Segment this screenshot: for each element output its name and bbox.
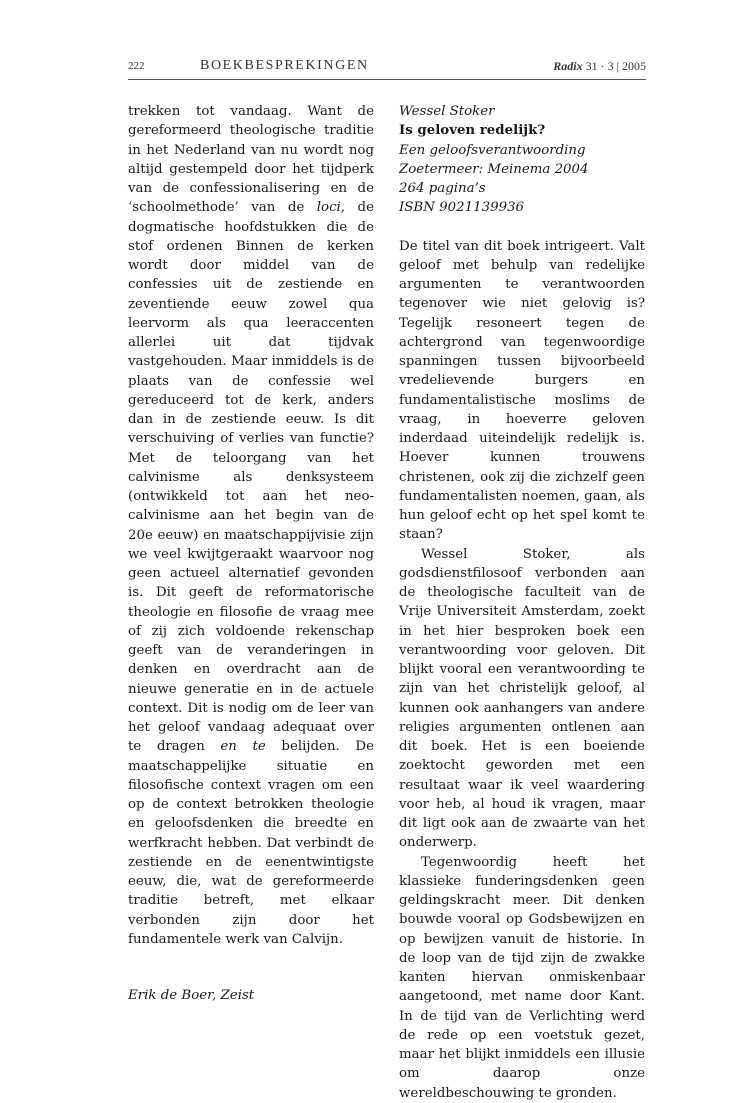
book-subtitle: Een geloofsverantwoording [399,142,586,158]
reviewer-signature: Erik de Boer, Zeist [128,988,255,1003]
book-publisher: Zoetermeer: Meinema 2004 [399,161,589,177]
review-paragraph-2: Wessel Stoker, als godsdienstfilosoof verbonden aan de theologische faculteit van de Vrije Universiteit Amsterdam, zoekt in het hier besproken boek een verantwoording voor geloven. Dit blijkt vooral een verantwoording te zijn van het christelijk geloof, al kunnen ook aanhangers van andere religies argumenten ontlenen aan dit boek. Het is een boeiende zoektocht geworden met een resultaat waar ik veel waardering voor heb, al houd ik vragen, maar dit ligt ook aan de zwaarte van het onderwerp. [399,546,645,851]
left-text-part-2: , de dogmatische hoofdstukken die de stof ordenen Binnen de kerken wordt door middel van de confessies uit de zestiende en zeventiende eeuw zowel qua leervorm als qua leeraccenten allerlei uit dat tijdvak vastgehouden. Maar inmiddels is de plaats van de confessie wel gereduceerd tot de kerk, anders dan in de zestiende eeuw. Is dit verschuiving of verlies van functie? Met de teloorgang van het calvinisme als denksysteem (ontwikkeld tot aan het neo-calvinisme aan het begin van de 20e eeuw) en maatschappijvisie zijn we veel kwijtgeraakt waarvoor nog geen actueel alternatief gevonden is. Dit geeft de reformatorische theologie en filosofie de vraag mee of zij zich voldoende rekenschap geeft van de veranderingen in denken en overdracht aan de nieuwe generatie en in de actuele context. Dit is nodig om de leer van het geloof vandaag adequaat over te dragen [128,200,374,755]
journal-name: Radix [553,59,583,73]
section-title: BOEKBESPREKINGEN [200,58,369,73]
left-column [128,102,374,1005]
book-author: Wessel Stoker [399,104,495,119]
spacer [399,218,645,237]
header-rule [128,79,646,80]
left-text-en-te: en te [220,739,266,755]
book-isbn: ISBN 9021139936 [399,200,525,216]
journal-issue: 31 · 3 | 2005 [585,59,646,73]
page-number: 222 [128,60,145,72]
right-column [399,102,645,1103]
left-text-part-1: trekken tot vandaag. Want de gereformeerd theologische traditie in het Nederland van nu wordt nog altijd gestempeld door het tijdperk van de confessionalisering en de ‘schoolmethode’ van de [128,104,374,216]
book-title: Is geloven redelijk? [399,122,546,139]
left-text-part-3: belijden. De maatschappelijke situatie en filosofische context vragen om een op de context betrokken theologie en geloofsdenken die breedte en werfkracht hebben. Dat verbindt de zestiende en de eenentwintigste eeuw, die, wat de gereformeerde traditie betreft, met elkaar verbonden zijn door het fundamentele werk van Calvijn. [128,739,374,947]
review-paragraph-3: Tegenwoordig heeft het klassieke funderingsdenken geen geldingskracht meer. Dit denken bouwde vooral op Godsbewijzen en op bewijzen vanuit de historie. In de loop van de tijd zijn de zwakke kanten hiervan onmiskenbaar aangetoond, met name door Kant. In de tijd van de Verlichting werd de rede op een voetstuk gezet, maar het blijkt inmiddels een illusie om daarop onze wereldbeschouwing te gronden. [399,854,645,1101]
review-paragraph-1: De titel van dit boek intrigeert. Valt geloof met behulp van redelijke argumenten te verantwoorden tegenover wie niet gelovig is? Tegelijk resoneert tegen de achtergrond van tegenwoordige spanningen tussen bijvoorbeeld vredelievende burgers en fundamentalistische moslims de vraag, in hoeverre geloven inderdaad uiteindelijk redelijk is. Hoever kunnen trouwens christenen, ook zij die zichzelf geen fundamentalisten noemen, gaan, als hun geloof echt op het spel komt te staan? [399,238,645,543]
book-pages: 264 pagina’s [399,181,486,196]
left-paragraph [128,102,374,949]
left-text-loci: loci [316,200,341,216]
journal-reference [553,59,646,74]
